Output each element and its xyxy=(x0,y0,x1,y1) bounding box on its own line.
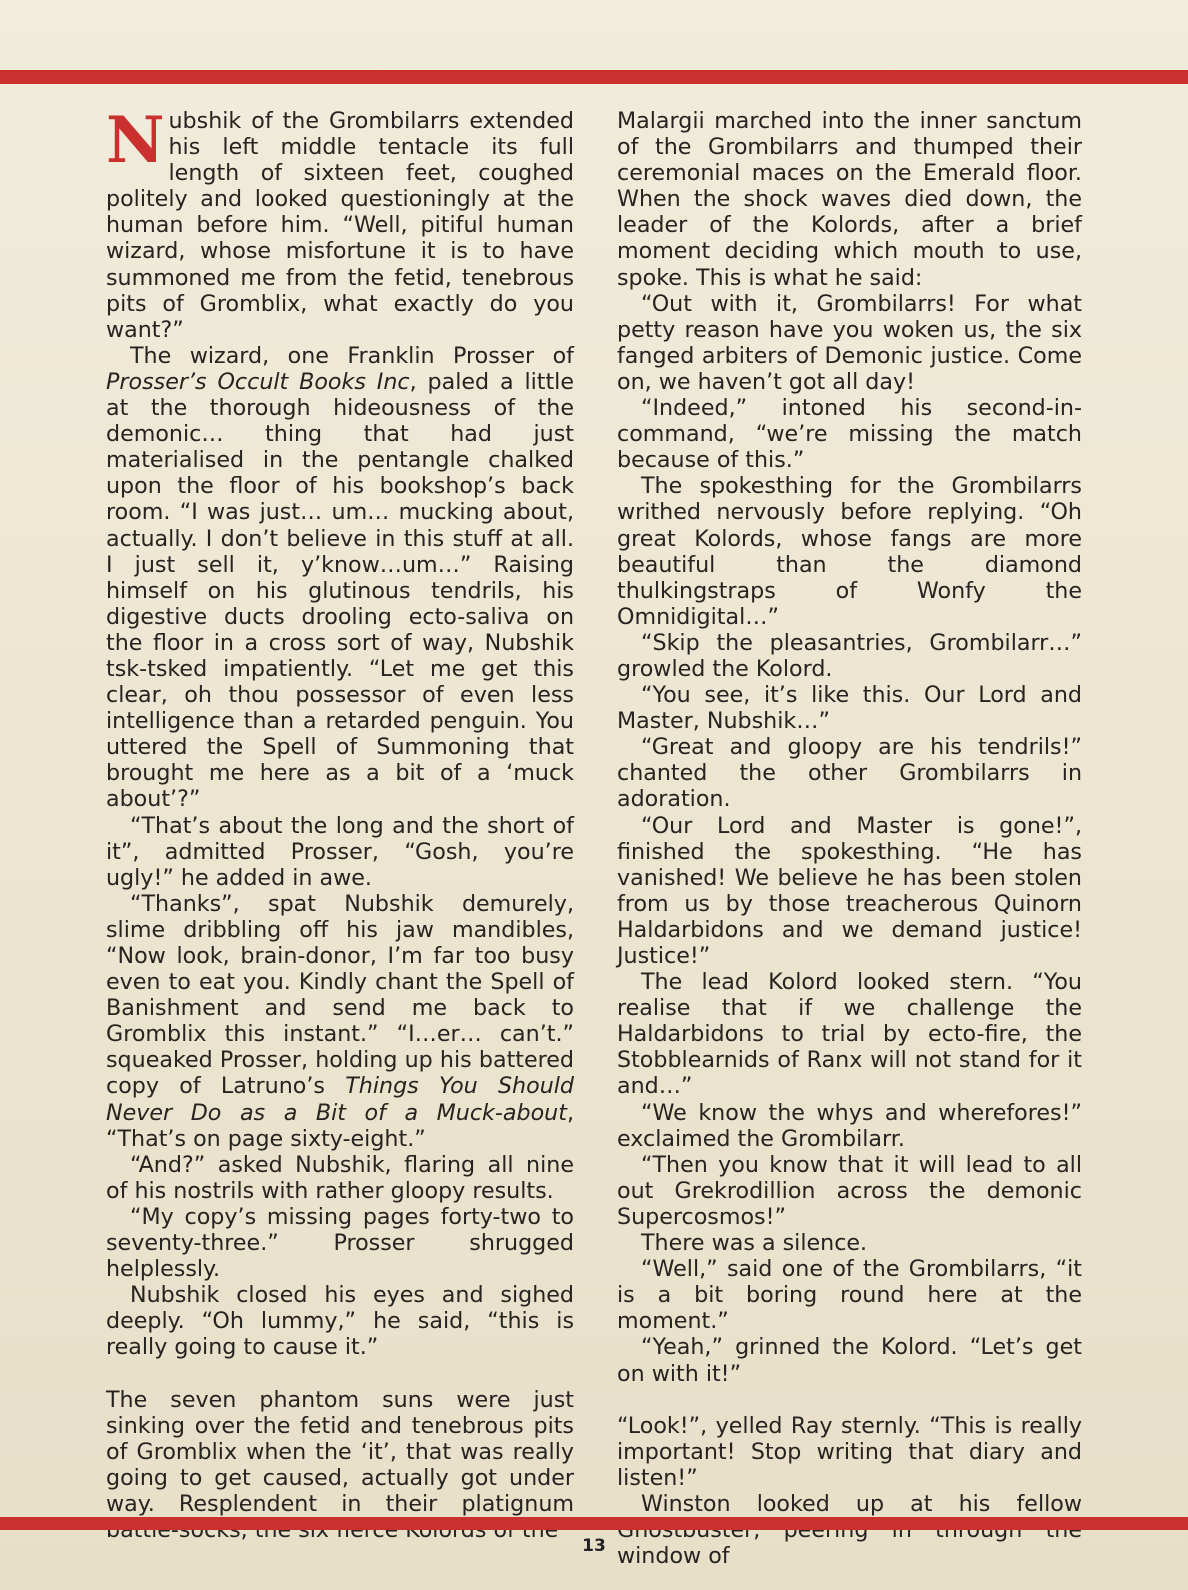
bottom-red-rule xyxy=(0,1517,1188,1530)
story-paragraph: “Our Lord and Master is gone!”, finished the spokesthing. “He has vanished! We believe he has been stolen from us by those treacherous Quinorn Haldarbidons and we demand justice! Justice!” xyxy=(617,812,1082,969)
story-paragraph: “Skip the pleasantries, Grombilarr…” growled the Kolord. xyxy=(617,629,1082,682)
left-text-column xyxy=(106,103,575,1517)
story-paragraph: “That’s about the long and the short of it”, admitted Prosser, “Gosh, you’re ugly!” he added in awe. xyxy=(106,812,574,891)
story-paragraph: There was a silence. xyxy=(641,1230,868,1257)
top-red-rule xyxy=(0,70,1188,84)
story-paragraph: “Out with it, Grombilarrs! For what petty reason have you woken us, the six fanged arbiters of Demonic justice. Come on, we haven’t got all day! xyxy=(617,290,1082,395)
story-paragraph: Nubshik of the Grombilarrs extended his left middle tentacle its full length of sixteen feet, coughed politely and looked questioningly at the human before him. “Well, pitiful human wizard, whose misfortune it is to have summoned me from the fetid, tenebrous pits of Gromblix, what exactly do you want?” xyxy=(106,103,574,343)
italic-book-title: Things You Should Never Do as a Bit of a Muck-about xyxy=(106,1073,575,1126)
right-text-column xyxy=(617,108,1082,1570)
italic-book-title: Prosser’s Occult Books Inc xyxy=(106,368,410,395)
story-paragraph: The seven phantom suns were just sinking over the fetid and tenebrous pits of Gromblix when the ‘it’, that was really going to get caused, actually got under way. Resplendent in their platignum xyxy=(106,1386,574,1517)
story-paragraph: “Great and gloopy are his tendrils!” chanted the other Grombilarrs in adoration. xyxy=(617,734,1082,813)
story-paragraph: “You see, it’s like this. Our Lord and Master, Nubshik…” xyxy=(617,682,1082,735)
story-paragraph: “Well,” said one of the Grombilarrs, “it is a bit boring round here at the moment.” xyxy=(617,1256,1082,1335)
story-paragraph: The spokesthing for the Grombilarrs writhed nervously before replying. “Oh great Kolords, whose fangs are more beautiful than the diamond thulkingstraps of Wonfy the Omnidigital…” xyxy=(617,473,1082,630)
story-paragraph: “Yeah,” grinned the Kolord. “Let’s get on with it!” xyxy=(617,1334,1082,1387)
story-paragraph: Winston looked up at his fellow window of xyxy=(617,1490,1082,1570)
story-paragraph: “We know the whys and wherefores!” exclaimed the Grombilarr. xyxy=(617,1099,1082,1152)
story-paragraph: Nubshik closed his eyes and sighed deeply. “Oh lummy,” he said, “this is really going to cause it.” xyxy=(106,1282,574,1361)
story-paragraph: “Then you know that it will lead to all out Grekrodillion across the demonic Supercosmos!” xyxy=(617,1151,1082,1230)
story-paragraph: Malargii marched into the inner sanctum of the Grombilarrs and thumped their ceremonial maces on the Emerald floor. When the shock waves died down, the leader of the Kolords, after a brief moment deciding which mouth to use, spoke. This is what he said: xyxy=(617,108,1082,291)
story-paragraph: “Indeed,” intoned his second-in-command, “we’re missing the match because of this.” xyxy=(617,395,1082,474)
page-number: 13 xyxy=(582,1536,606,1556)
story-paragraph: “And?” asked Nubshik, flaring all nine of his nostrils with rather gloopy results. xyxy=(106,1151,574,1204)
story-paragraph: “Thanks”, spat Nubshik demurely, slime dribbling off his jaw mandibles, “Now look, brain-donor, I’m far too busy even to eat you. Kindly chant the Spell of Banishment and send me back to Gromblix this instant.” “I…er… can’t.” squeaked Prosser, holding up his battered copy of Latruno’s Things You Should Never Do as a Bit of a Muck-about, “That’s on page sixty-eight.” xyxy=(106,890,575,1152)
story-paragraph: “Look!”, yelled Ray sternly. “This is really important! Stop writing that diary and listen!” xyxy=(617,1412,1082,1491)
story-paragraph: The lead Kolord looked stern. “You realise that if we challenge the Haldarbidons to trial by ecto-fire, the Stobblearnids of Ranx will not stand for it and…” xyxy=(617,969,1082,1100)
drop-cap: N xyxy=(106,103,165,178)
story-paragraph: The wizard, one Franklin Prosser of Prosser’s Occult Books Inc, paled a little at the thorough hideousness of the demonic… thing that had just materialised in the pentangle chalked upon the floor of his bookshop’s back room. “I was just… um… mucking about, actually. I don’t believe in this stuff at all. I just sell it, y’know…um…” Raising himself on his glutinous tendrils, his digestive ducts drooling ecto-saliva on the floor in a cross sort of way, Nubshik tsk-tsked impatiently. “Let me get this clear, oh thou possessor of even less intelligence than a retarded penguin. You uttered the Spell of Summoning that brought me here as a bit of a ‘muck about’?” xyxy=(106,342,574,813)
story-paragraph: “My copy’s missing pages forty-two to seventy-three.” Prosser shrugged helplessly. xyxy=(106,1203,574,1283)
